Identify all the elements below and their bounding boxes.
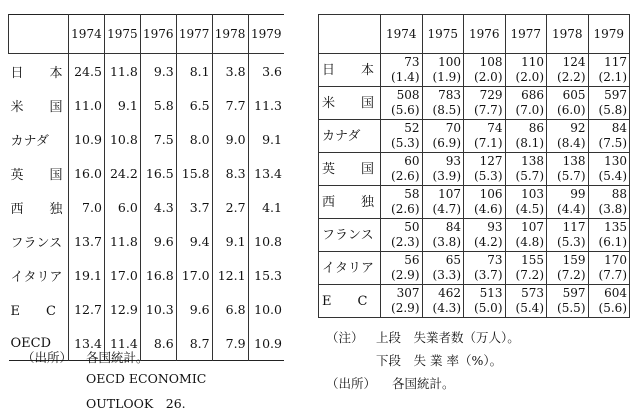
unemployment-rate: (2.6): [391, 169, 420, 183]
value-cell: [422, 252, 464, 285]
unemployment-rate: (4.3): [432, 301, 461, 315]
value-cell: 24.2: [104, 156, 140, 190]
year-header: 1976: [140, 15, 176, 54]
value-cell: 7.0: [69, 190, 105, 224]
unemployed-count: 135: [604, 220, 627, 234]
value-cell: 6.5: [176, 88, 212, 122]
value-cell: [547, 285, 589, 318]
unemployed-count: 108: [479, 55, 503, 69]
unemployed-count: 60: [404, 154, 420, 168]
row-label: E C: [10, 303, 56, 319]
unemployment-rate: (2.2): [557, 70, 586, 84]
unemployment-rate: (5.4): [598, 169, 627, 183]
unemployed-count: 92: [570, 121, 586, 135]
value-cell: 7.5: [140, 122, 176, 156]
table-row: [9, 156, 285, 190]
row-label: OECD: [10, 335, 52, 351]
value-cell: [464, 252, 506, 285]
unemployment-rate: (5.3): [557, 235, 586, 249]
unemployment-rate: (3.7): [474, 268, 503, 282]
unemployed-count: 86: [528, 121, 544, 135]
value-cell: [505, 252, 547, 285]
unemployed-count: 84: [611, 121, 627, 135]
value-cell: 11.8: [104, 224, 140, 258]
value-cell: [422, 219, 464, 252]
value-cell: 10.3: [140, 292, 176, 326]
unemployment-rate: (8.5): [432, 103, 461, 117]
value-cell: 9.4: [176, 224, 212, 258]
table-row: [9, 88, 285, 122]
unemployed-count: 107: [521, 220, 544, 234]
unemployed-count: 513: [479, 286, 503, 300]
value-cell: [547, 120, 589, 153]
unemployed-count: 84: [445, 220, 461, 234]
value-cell: [422, 153, 464, 186]
value-cell: 9.3: [140, 54, 176, 89]
unemployment-rate: (7.0): [515, 103, 544, 117]
unemployed-count: 508: [396, 88, 420, 102]
year-header: 1974: [69, 15, 105, 54]
value-cell: 8.3: [212, 156, 248, 190]
note-label: （注）: [326, 330, 364, 345]
value-cell: [422, 120, 464, 153]
table-row: [9, 54, 285, 89]
value-cell: [547, 186, 589, 219]
unemployed-count: 783: [438, 88, 461, 102]
row-label: 英 国: [10, 167, 63, 183]
value-cell: 8.1: [176, 54, 212, 89]
value-cell: [422, 285, 464, 318]
unemployment-rate: (7.5): [598, 136, 627, 150]
unemployment-rate: (5.3): [474, 169, 503, 183]
unemployed-count: 597: [604, 88, 627, 102]
row-label: 日 本: [10, 65, 63, 81]
value-cell: [588, 252, 630, 285]
unemployed-count: 73: [404, 55, 420, 69]
value-cell: 9.1: [104, 88, 140, 122]
value-cell: [505, 186, 547, 219]
unemployment-rate: (2.3): [391, 235, 420, 249]
value-cell: 9.1: [212, 224, 248, 258]
unemployment-rate: (5.7): [515, 169, 544, 183]
row-label: 西 独: [10, 201, 63, 217]
unemployed-count: 58: [404, 187, 420, 201]
year-header: 1978: [547, 15, 589, 54]
value-cell: [381, 120, 423, 153]
right-source-label: （出所）: [326, 376, 377, 391]
unemployment-table: [318, 14, 630, 318]
value-cell: [464, 219, 506, 252]
note-line-lower: 下段 失 業 率（%）。: [376, 353, 503, 368]
unemployment-rate: (3.3): [432, 268, 461, 282]
unemployment-rate: (4.5): [515, 202, 544, 216]
unemployed-count: 106: [479, 187, 503, 201]
unemployment-rate: (5.5): [557, 301, 586, 315]
value-cell: 10.0: [248, 292, 284, 326]
left-source-label: （出所）: [22, 350, 73, 365]
value-cell: 13.4: [69, 326, 105, 361]
value-cell: [588, 87, 630, 120]
table-row: [319, 54, 630, 87]
value-cell: 10.9: [248, 326, 284, 361]
unemployment-rate: (7.2): [557, 268, 586, 282]
table-row: [9, 224, 285, 258]
value-cell: 3.8: [212, 54, 248, 89]
value-cell: 12.7: [69, 292, 105, 326]
value-cell: [505, 219, 547, 252]
value-cell: [505, 87, 547, 120]
value-cell: 11.0: [69, 88, 105, 122]
unemployment-rate: (7.7): [474, 103, 503, 117]
value-cell: [547, 54, 589, 87]
unemployed-count: 170: [604, 253, 627, 267]
unemployed-count: 729: [479, 88, 503, 102]
table-row: [9, 258, 285, 292]
unemployment-rate: (2.9): [391, 268, 420, 282]
value-cell: [505, 153, 547, 186]
value-cell: 13.4: [248, 156, 284, 190]
value-cell: [381, 219, 423, 252]
table-row: [9, 292, 285, 326]
left-source-line-3: OUTLOOK 26.: [86, 396, 186, 411]
unemployed-count: 124: [562, 55, 586, 69]
value-cell: 16.8: [140, 258, 176, 292]
value-cell: 9.0: [212, 122, 248, 156]
unemployment-rate: (5.4): [515, 301, 544, 315]
value-cell: 9.1: [248, 122, 284, 156]
unemployed-count: 99: [570, 187, 586, 201]
value-cell: [588, 153, 630, 186]
value-cell: 2.7: [212, 190, 248, 224]
year-header: 1977: [176, 15, 212, 54]
unemployed-count: 573: [521, 286, 544, 300]
value-cell: [381, 252, 423, 285]
value-cell: [464, 120, 506, 153]
value-cell: 12.9: [104, 292, 140, 326]
value-cell: [547, 219, 589, 252]
right-source-text: 各国統計。: [392, 376, 455, 391]
unemployment-rate: (6.1): [598, 235, 627, 249]
unemployment-rate: (2.6): [391, 202, 420, 216]
value-cell: 10.8: [104, 122, 140, 156]
value-cell: [464, 285, 506, 318]
unemployed-count: 117: [604, 55, 627, 69]
unemployed-count: 73: [487, 253, 503, 267]
value-cell: 15.8: [176, 156, 212, 190]
unemployed-count: 100: [438, 55, 461, 69]
row-label: 西 独: [319, 186, 381, 219]
unemployed-count: 70: [445, 121, 461, 135]
unemployed-count: 107: [438, 187, 461, 201]
row-label: イタリア: [10, 269, 63, 285]
value-cell: 16.0: [69, 156, 105, 190]
value-cell: 6.8: [212, 292, 248, 326]
left-source-line-1: 各国統計。: [86, 350, 149, 365]
row-label: イタリア: [319, 252, 381, 285]
unemployed-count: 130: [604, 154, 627, 168]
unemployed-count: 159: [562, 253, 586, 267]
value-cell: [464, 87, 506, 120]
unemployment-rate: (5.0): [474, 301, 503, 315]
unemployed-count: 462: [438, 286, 461, 300]
value-cell: [588, 285, 630, 318]
table-row: [319, 120, 630, 153]
value-cell: [422, 186, 464, 219]
header-row: [319, 15, 630, 54]
table-row: [319, 153, 630, 186]
unemployment-rate: (4.8): [515, 235, 544, 249]
table-row: [319, 87, 630, 120]
value-cell: [547, 153, 589, 186]
value-cell: 17.0: [104, 258, 140, 292]
table-row: [319, 285, 630, 318]
row-label: カナダ: [319, 120, 381, 153]
year-header: 1979: [588, 15, 630, 54]
unemployed-count: 127: [479, 154, 503, 168]
unemployment-rate: (2.9): [391, 301, 420, 315]
unemployed-count: 605: [562, 88, 586, 102]
unemployed-count: 52: [404, 121, 420, 135]
value-cell: [464, 54, 506, 87]
unemployed-count: 65: [445, 253, 461, 267]
unemployment-rate: (5.6): [598, 301, 627, 315]
unemployment-rate: (2.1): [598, 70, 627, 84]
value-cell: [547, 252, 589, 285]
year-header: 1976: [464, 15, 506, 54]
unemployed-count: 307: [396, 286, 420, 300]
value-cell: [464, 186, 506, 219]
value-cell: 19.1: [69, 258, 105, 292]
unemployed-count: 117: [562, 220, 586, 234]
left-source-line-2: OECD ECONOMIC: [86, 371, 207, 386]
row-label: 米 国: [10, 99, 63, 115]
table-row: [9, 122, 285, 156]
unemployed-count: 50: [404, 220, 420, 234]
value-cell: [381, 186, 423, 219]
value-cell: 8.0: [176, 122, 212, 156]
unemployment-rate: (6.0): [557, 103, 586, 117]
unemployment-rate: (5.3): [391, 136, 420, 150]
value-cell: 9.6: [176, 292, 212, 326]
year-header: 1975: [104, 15, 140, 54]
value-cell: [505, 285, 547, 318]
unemployed-count: 56: [404, 253, 420, 267]
note-line-upper: 上段 失業者数（万人）。: [376, 330, 520, 345]
value-cell: [588, 120, 630, 153]
unemployed-count: 93: [487, 220, 503, 234]
unemployment-rate: (6.9): [432, 136, 461, 150]
row-label: 英 国: [319, 153, 381, 186]
year-header: 1978: [212, 15, 248, 54]
unemployed-count: 686: [521, 88, 544, 102]
value-cell: [547, 87, 589, 120]
unemployment-rate: (7.1): [474, 136, 503, 150]
value-cell: [422, 87, 464, 120]
value-cell: 11.8: [104, 54, 140, 89]
unemployment-rate: (7.2): [515, 268, 544, 282]
row-label: E C: [319, 285, 381, 318]
unemployment-rate: (4.7): [432, 202, 461, 216]
value-cell: [381, 87, 423, 120]
value-cell: 24.5: [69, 54, 105, 89]
value-cell: 11.4: [104, 326, 140, 361]
value-cell: [588, 219, 630, 252]
unemployment-rate: (1.4): [391, 70, 420, 84]
row-label: フランス: [10, 235, 63, 251]
year-header: 1975: [422, 15, 464, 54]
row-label: 日 本: [319, 54, 381, 87]
value-cell: 4.3: [140, 190, 176, 224]
value-cell: [505, 54, 547, 87]
unemployment-rate: (8.4): [557, 136, 586, 150]
value-cell: 4.1: [248, 190, 284, 224]
unemployment-rate: (4.4): [557, 202, 586, 216]
row-label: フランス: [319, 219, 381, 252]
value-cell: 11.3: [248, 88, 284, 122]
unemployed-count: 74: [487, 121, 503, 135]
industrial-production-table: [8, 14, 284, 361]
unemployed-count: 155: [521, 253, 544, 267]
value-cell: [381, 285, 423, 318]
value-cell: 8.6: [140, 326, 176, 361]
value-cell: 5.8: [140, 88, 176, 122]
unemployed-count: 93: [445, 154, 461, 168]
unemployed-count: 597: [562, 286, 586, 300]
table-row: [319, 252, 630, 285]
value-cell: 3.6: [248, 54, 284, 89]
unemployment-rate: (5.7): [557, 169, 586, 183]
value-cell: [381, 54, 423, 87]
unemployment-rate: (3.8): [432, 235, 461, 249]
unemployment-rate: (3.8): [598, 202, 627, 216]
unemployment-rate: (2.0): [515, 70, 544, 84]
value-cell: 8.7: [176, 326, 212, 361]
row-label: カナダ: [10, 133, 49, 149]
value-cell: 10.9: [69, 122, 105, 156]
value-cell: 7.7: [212, 88, 248, 122]
value-cell: 3.7: [176, 190, 212, 224]
value-cell: 17.0: [176, 258, 212, 292]
value-cell: [464, 153, 506, 186]
value-cell: [381, 153, 423, 186]
unemployment-rate: (7.7): [598, 268, 627, 282]
table-row: [319, 219, 630, 252]
corner-cell: [9, 15, 69, 54]
unemployed-count: 110: [521, 55, 544, 69]
value-cell: 13.7: [69, 224, 105, 258]
value-cell: 10.8: [248, 224, 284, 258]
unemployed-count: 138: [521, 154, 544, 168]
value-cell: [588, 186, 630, 219]
value-cell: 12.1: [212, 258, 248, 292]
unemployed-count: 103: [521, 187, 544, 201]
table-row: [9, 190, 285, 224]
year-header: 1974: [381, 15, 423, 54]
value-cell: 7.9: [212, 326, 248, 361]
unemployed-count: 88: [611, 187, 627, 201]
unemployment-rate: (4.2): [474, 235, 503, 249]
value-cell: 6.0: [104, 190, 140, 224]
value-cell: 9.6: [140, 224, 176, 258]
value-cell: [588, 54, 630, 87]
header-row: [9, 15, 285, 54]
table-row: [319, 186, 630, 219]
unemployment-rate: (4.6): [474, 202, 503, 216]
unemployment-rate: (1.9): [432, 70, 461, 84]
unemployment-rate: (5.6): [391, 103, 420, 117]
unemployed-count: 138: [562, 154, 586, 168]
corner-cell: [319, 15, 381, 54]
value-cell: 15.3: [248, 258, 284, 292]
unemployed-count: 604: [604, 286, 627, 300]
value-cell: 16.5: [140, 156, 176, 190]
unemployment-rate: (8.1): [515, 136, 544, 150]
unemployment-rate: (3.9): [432, 169, 461, 183]
unemployment-rate: (2.0): [474, 70, 503, 84]
year-header: 1977: [505, 15, 547, 54]
value-cell: [505, 120, 547, 153]
row-label: 米 国: [319, 87, 381, 120]
value-cell: [422, 54, 464, 87]
unemployment-rate: (5.8): [598, 103, 627, 117]
year-header: 1979: [248, 15, 284, 54]
